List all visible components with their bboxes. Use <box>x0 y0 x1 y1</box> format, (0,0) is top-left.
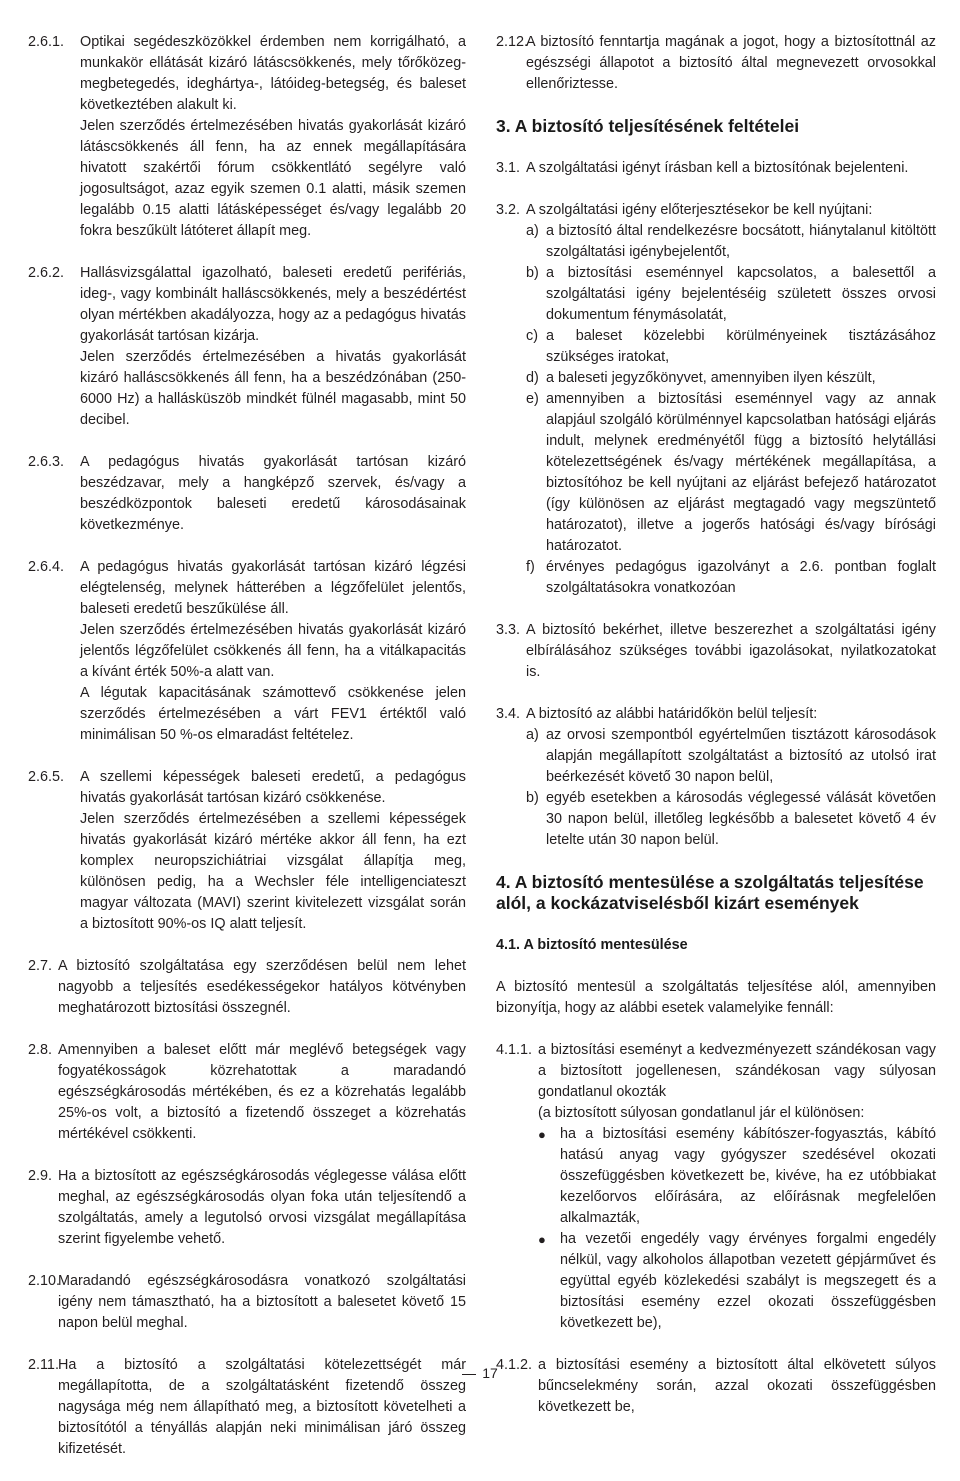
paragraph: A szolgáltatási igény előterjesztésekor be kell nyújtani: <box>526 202 873 218</box>
sub-item-letter: e) <box>526 391 539 407</box>
section-heading-3: 3. A biztosító teljesítésének feltételei <box>496 116 800 136</box>
sub-item <box>526 389 936 557</box>
sub-item-letter: b) <box>526 265 539 281</box>
item-2-6-4 <box>28 557 466 746</box>
paragraph: A légutak kapacitásának számottevő csökkenése jelen szerződés értelmezésében a várt FEV1 értéktől való minimálisan 50 %-os elmaradást feltételez. <box>80 685 466 743</box>
sub-item-letter: d) <box>526 370 539 386</box>
item-text <box>58 1040 466 1145</box>
item-number: 2.11. <box>28 1357 59 1373</box>
bullet-item <box>538 1229 936 1334</box>
item-text <box>58 956 466 1019</box>
paragraph: Ha a biztosított az egészségkárosodás véglegesse válása előtt meghal, az egészségkárosodás olyan foka után teljesítendő a szolgáltatás, amely a legutolsó orvosi vizsgálat megállapítása szerint figyelembe vehető. <box>58 1168 466 1247</box>
item-3-2 <box>496 200 936 599</box>
sub-item <box>526 221 936 263</box>
paragraph: A biztosító bekérhet, illetve beszerezhet a szolgáltatási igény elbírálásához szükséges további igazolásokat, nyilatkozatokat is. <box>526 622 936 680</box>
paragraph: A biztosító mentesül a szolgáltatás teljesítése alól, amennyiben bizonyítja, hogy az alábbi esetek valamelyike fennáll: <box>496 979 936 1016</box>
paragraph: A biztosító fenntartja magának a jogot, hogy a biztosítottnál az egészségi állapotot a biztosító által megnevezett orvosokkal ellenőriztesse. <box>526 34 936 92</box>
item-number: 2.6.3. <box>28 454 65 470</box>
sub-item-text: a baleseti jegyzőkönyvet, amennyiben ilyen készült, <box>546 370 876 386</box>
item-number: 4.1.2. <box>496 1357 533 1373</box>
paragraph: A biztosító szolgáltatása egy szerződésen belül nem lehet nagyobb a teljesítés esedékességekor hatályos kötvényben meghatározott biztosítási összegnél. <box>58 958 466 1016</box>
sub-item-text: egyéb esetekben a károsodás véglegessé válását követően 30 napon belül, illetőleg legkésőbb a balesetet követő 4 év letelte után 30 napon belül. <box>546 790 936 848</box>
paragraph: Jelen szerződés értelmezésében hivatás gyakorlását kizáró jelentős légzőfelület csökkenés áll fenn, ha a vitálkapacitás a kívánt érték 50%-a alatt van. <box>80 622 466 680</box>
item-2-6-2 <box>28 263 466 431</box>
sub-item-letter: b) <box>526 790 539 806</box>
item-text <box>80 452 466 536</box>
sub-item <box>526 788 936 851</box>
item-number: 3.2. <box>496 202 521 218</box>
item-3-3 <box>496 620 936 683</box>
item-text <box>58 1271 466 1334</box>
bullet-item <box>538 1124 936 1229</box>
page-number: 17 <box>482 1365 498 1381</box>
sub-item <box>526 725 936 788</box>
item-number: 3.1. <box>496 160 521 176</box>
item-text <box>80 767 466 935</box>
item-number: 4.1.1. <box>496 1042 533 1058</box>
section-heading-4: 4. A biztosító mentesülése a szolgáltatás teljesítése alól, a kockázatviselésből kizárt események <box>496 872 924 913</box>
paragraph: A szolgáltatási igényt írásban kell a biztosítónak bejelenteni. <box>526 160 909 176</box>
sub-item-text: az orvosi szempontból egyértelműen tisztázott károsodások alapján megállapított szolgáltatást a biztosító az utolsó irat beérkezését követő 30 napon belül, <box>546 727 936 785</box>
item-2-6-1 <box>28 32 466 242</box>
item-text <box>526 620 936 683</box>
item-2-9 <box>28 1166 466 1250</box>
item-text <box>526 200 936 599</box>
sub-item-text: a baleset közelebbi körülményeinek tisztázásához szükséges iratokat, <box>546 328 936 365</box>
bullet-icon: ● <box>538 1232 546 1247</box>
bullet-text: ha vezetői engedély vagy érvényes forgalmi engedély nélkül, vagy alkoholos állapotban vezetett gépjárművet és együttal egyéb közlekedési szabályt is megszegett és a biztosítási esemény ezzel okozati összefüggésben következett be), <box>560 1231 936 1331</box>
item-number: 2.9. <box>28 1168 53 1184</box>
item-text <box>80 263 466 431</box>
item-4-1-1 <box>496 1040 936 1334</box>
paragraph: Jelen szerződés értelmezésében hivatás gyakorlását kizáró látáscsökkenés áll fenn, ha az ennek megállapítására hivatott szakértői fórum csökkentlátó segélyre való jogosultságot, azaz egyik szemen 0.1 alatti, másik szemen legalább 0.15 alatti látásképességet és/vagy legalább 20 fokra beszűkült látóteret állapít meg. <box>80 118 466 239</box>
paragraph: Amennyiben a baleset előtt már meglévő betegségek vagy fogyatékosságok közrehatottak a maradandó egészségkárosodás mértékében, és ez a közrehatás legalább 25%-os volt, a biztosító a fizetendő összeget a közrehatás mértékével csökkenti. <box>58 1042 466 1142</box>
item-2-10 <box>28 1271 466 1334</box>
sub-item-letter: a) <box>526 223 539 239</box>
paragraph: A pedagógus hivatás gyakorlását tartósan kizáró légzési elégtelenség, melynek hátterében a légzőfelület jelentős, baleseti eredetű beszűkülése áll. <box>80 559 466 617</box>
sub-item-text: a biztosítási eseménnyel kapcsolatos, a balesettől a szolgáltatási igény bejelentéséig született összes orvosi dokumentum fénymásolatát, <box>546 265 936 323</box>
paragraph: A szellemi képességek baleseti eredetű, a pedagógus hivatás gyakorlását tartósan kizáró csökkenése. <box>80 769 466 806</box>
paragraph: Maradandó egészségkárosodásra vonatkozó szolgáltatási igény nem támasztható, ha a biztosított a balesetet követő 15 napon belül meghal. <box>58 1273 466 1331</box>
item-number: 2.10. <box>28 1273 61 1289</box>
sub-item <box>526 368 936 389</box>
item-2-12 <box>496 32 936 95</box>
item-number: 2.8. <box>28 1042 53 1058</box>
item-number: 2.6.1. <box>28 34 65 50</box>
paragraph: Jelen szerződés értelmezésében a hivatás gyakorlását kizáró halláscsökkenés áll fenn, ha a beszédzónában (250-6000 Hz) a hallásküszöb mindkét fülnél magasabb, mint 50 decibel. <box>80 349 466 428</box>
sub-item <box>526 557 936 599</box>
item-3-1 <box>496 158 936 179</box>
item-text <box>526 32 936 95</box>
item-text <box>526 158 936 179</box>
paragraph: (a biztosított súlyosan gondatlanul jár el különösen: <box>538 1105 865 1121</box>
page-footer <box>0 1365 960 1381</box>
footer-dash <box>462 1374 476 1375</box>
item-number: 2.7. <box>28 958 53 974</box>
paragraph: a biztosítási esemény a biztosított által elkövetett súlyos bűncselekmény során, azzal okozati összefüggésben következett be, <box>538 1357 936 1415</box>
sub-item-text: amennyiben a biztosítási eseménnyel vagy az annak alapjául szolgáló körülménnyel kapcsolatban hatósági eljárás indult, melynek eredményétől függ a biztosító helytállási kötelezettségének és/vagy mértékének megállapítása, a biztosítóhoz be kell nyújtani az eljárást befejező határozatot (így különösen az eljárást megtagadó vagy megszüntető határozatot), illetve a jogerős hatósági és/vagy bírósági határozatot. <box>546 391 936 554</box>
sub-item-letter: a) <box>526 727 539 743</box>
sub-item-letter: f) <box>526 559 535 575</box>
item-number: 2.6.4. <box>28 559 65 575</box>
sub-item-text: érvényes pedagógus igazolványt a 2.6. pontban foglalt szolgáltatásokra vonatkozóan <box>546 559 936 596</box>
subsection-heading-4-1: 4.1. A biztosító mentesülése <box>496 937 688 953</box>
paragraph: A biztosító az alábbi határidőkön belül teljesít: <box>526 706 818 722</box>
sub-item <box>526 263 936 326</box>
right-column <box>496 32 936 1439</box>
item-number: 3.4. <box>496 706 521 722</box>
item-text <box>80 32 466 242</box>
paragraph: A pedagógus hivatás gyakorlását tartósan kizáró beszédzavar, mely a hangképző szervek, és/vagy a beszédközpontok baleseti eredetű károsodásainak következménye. <box>80 454 466 533</box>
paragraph: Optikai segédeszközökkel érdemben nem korrigálható, a munkakör ellátását kizáró látáscsökkenés, mely tőrőközeg-megbetegedés, ideghártya-, látóideg-betegség, és baleset következtében alakult ki. <box>80 34 466 113</box>
item-number: 2.6.2. <box>28 265 65 281</box>
item-number: 3.3. <box>496 622 521 638</box>
paragraph: Jelen szerződés értelmezésében a szellemi képességek hivatás gyakorlását kizáró mértéke akkor áll fenn, ha ezt komplex neuropszichiátriai vizsgálat állapítja meg, különösen pedig, ha a Wechsler féle intelligenciateszt magyar változata (MAVI) szerint kivitelezett vizsgálat során a biztosított 90%-os IQ alatt teljesít. <box>80 811 466 932</box>
item-text <box>538 1040 936 1334</box>
paragraph: Hallásvizsgálattal igazolható, baleseti eredetű perifériás, ideg-, vagy kombinált halláscsökkenés, mely a beszédértést olyan mértékben akadályozza, hogy az a pedagógus hivatás gyakorlását tartósan kizárja. <box>80 265 466 344</box>
item-2-6-5 <box>28 767 466 935</box>
item-3-4 <box>496 704 936 851</box>
left-column <box>28 32 466 1481</box>
sub-item <box>526 326 936 368</box>
bullet-text: ha a biztosítási esemény kábítószer-fogyasztás, kábító hatású anyag vagy gyógyszer szedésével okozati összefüggésben következett be, kivéve, ha ez utóbbiakat kezelőorvos előírására, az előírásnak megfelelően alkalmazták, <box>560 1126 936 1226</box>
item-text <box>526 704 936 851</box>
item-2-8 <box>28 1040 466 1145</box>
paragraph: Ha a biztosító a szolgáltatási kötelezettségét már megállapította, de a szolgáltatásként fizetendő összeg nagysága még nem állapítható meg, a biztosított követelheti a biztosítótól a tényállás alapján neki minimálisan járó összeg kifizetését. <box>58 1357 466 1457</box>
item-text <box>80 557 466 746</box>
bullet-icon: ● <box>538 1127 546 1142</box>
sub-item-letter: c) <box>526 328 538 344</box>
item-2-6-3 <box>28 452 466 536</box>
item-text <box>58 1166 466 1250</box>
paragraph: a biztosítási eseményt a kedvezményezett szándékosan vagy a biztosított jogellenesen, szándékosan vagy súlyosan gondatlanul okozták <box>538 1042 936 1100</box>
item-2-7 <box>28 956 466 1019</box>
sub-item-text: a biztosító által rendelkezésre bocsátott, hiánytalanul kitöltött szolgáltatási igénybejelentőt, <box>546 223 936 260</box>
item-number: 2.12. <box>496 34 529 50</box>
item-number: 2.6.5. <box>28 769 65 785</box>
